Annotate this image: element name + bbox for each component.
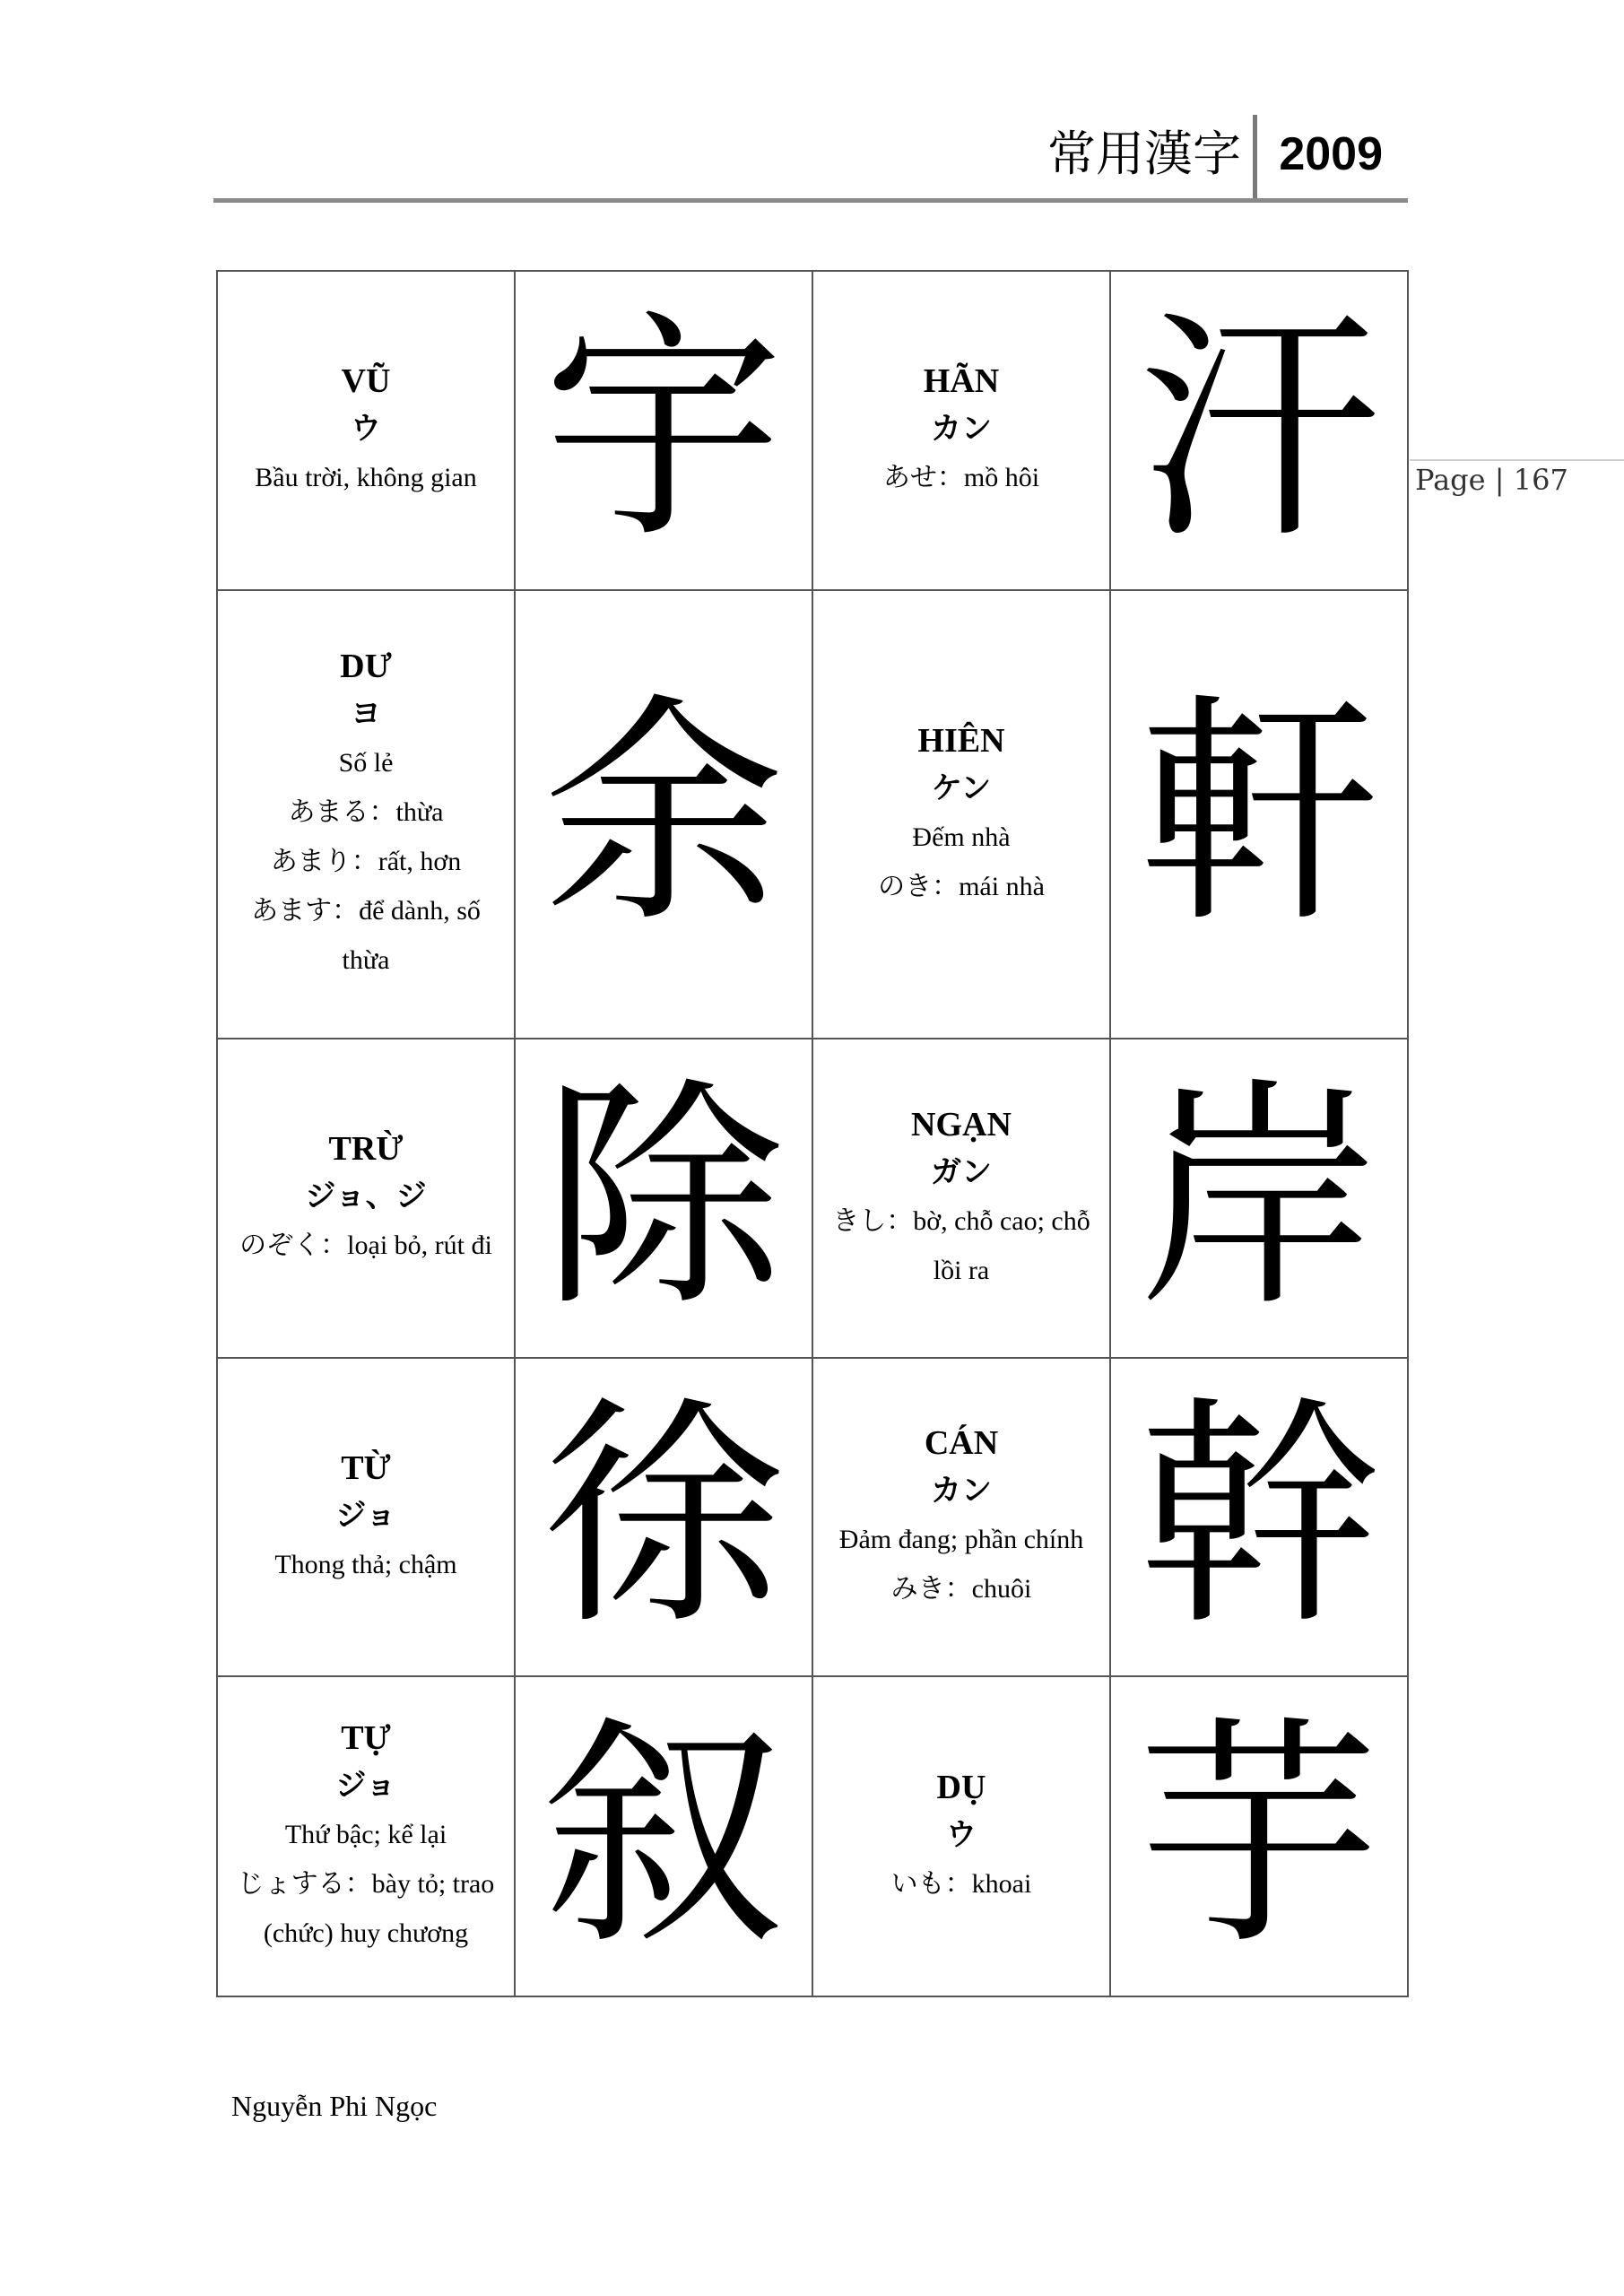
kanji-glyph: 除 xyxy=(515,1039,812,1358)
kanji-info-cell xyxy=(812,1358,1110,1677)
meaning-line: のき：mái nhà xyxy=(878,871,1045,901)
hanviet-reading: TỪ xyxy=(341,1448,391,1487)
hanviet-reading: CÁN xyxy=(924,1424,999,1463)
hanviet-reading: DỤ xyxy=(936,1769,986,1807)
meaning-line: Đếm nhà xyxy=(912,822,1011,852)
meaning-line: thừa xyxy=(342,945,390,976)
table-row xyxy=(217,590,1408,1039)
meaning-line: あます：để dành, số xyxy=(251,896,481,926)
hanviet-reading: HIÊN xyxy=(917,721,1005,760)
kanji-glyph: 岸 xyxy=(1110,1039,1408,1358)
onyomi-reading: ジョ、ジ xyxy=(305,1178,427,1215)
header-rule xyxy=(213,198,1408,203)
hanviet-reading: TỰ xyxy=(341,1719,391,1758)
meaning-line: (chức) huy chương xyxy=(263,1918,469,1949)
hanviet-reading: NGẠN xyxy=(911,1105,1012,1144)
kanji-glyph: 汗 xyxy=(1110,271,1408,590)
page-number-rule xyxy=(1410,459,1624,461)
kanji-table xyxy=(216,270,1409,1997)
onyomi-reading: カン xyxy=(931,1473,992,1509)
meaning-line: あまる：thừa xyxy=(288,797,444,828)
header-divider xyxy=(1253,115,1257,201)
kanji-info-cell xyxy=(812,271,1110,590)
table-row xyxy=(217,1676,1408,1996)
meaning-line: あせ：mồ hôi xyxy=(882,463,1040,493)
hanviet-reading: VŨ xyxy=(341,362,391,401)
kanji-info-cell xyxy=(812,1676,1110,1996)
kanji-info-cell xyxy=(812,1039,1110,1358)
meaning-line: のぞく：loại bỏ, rút đi xyxy=(239,1231,492,1261)
kanji-glyph: 宇 xyxy=(515,271,812,590)
hanviet-reading: HÃN xyxy=(923,362,1000,401)
kanji-info-cell xyxy=(217,1358,515,1677)
onyomi-reading: ジョ xyxy=(335,1768,396,1805)
meaning-line: Đảm đang; phần chính xyxy=(838,1525,1084,1555)
meaning-line: いも：khoai xyxy=(890,1869,1032,1900)
table-row xyxy=(217,1358,1408,1677)
table-row xyxy=(217,271,1408,590)
kanji-info-cell xyxy=(217,271,515,590)
kanji-info-cell xyxy=(217,1039,515,1358)
meaning-line: lồi ra xyxy=(933,1255,990,1285)
page-header xyxy=(213,115,1408,201)
onyomi-reading: ヨ xyxy=(351,696,381,733)
onyomi-reading: カン xyxy=(931,411,992,448)
meaning-line: Thong thả; chậm xyxy=(274,1549,457,1579)
meaning-line: Số lẻ xyxy=(338,748,394,778)
kanji-glyph: 叙 xyxy=(515,1676,812,1996)
meaning-line: じょする：bày tỏ; trao xyxy=(237,1869,495,1900)
table-row xyxy=(217,1039,1408,1358)
kanji-glyph: 芋 xyxy=(1110,1676,1408,1996)
onyomi-reading: ケン xyxy=(931,770,992,806)
onyomi-reading: ガン xyxy=(931,1153,992,1190)
meaning-line: Bầu trời, không gian xyxy=(255,463,477,493)
header-year: 2009 xyxy=(1279,128,1383,180)
kanji-info-cell xyxy=(812,590,1110,1039)
hanviet-reading: DƯ xyxy=(340,648,392,686)
author-footer: Nguyễn Phi Ngọc xyxy=(231,2090,438,2122)
meaning-line: あまり：rất, hơn xyxy=(270,847,462,877)
onyomi-reading: ウ xyxy=(946,1817,977,1854)
kanji-glyph: 軒 xyxy=(1110,590,1408,1039)
kanji-glyph: 幹 xyxy=(1110,1358,1408,1677)
meaning-line: Thứ bậc; kể lại xyxy=(284,1820,447,1850)
kanji-info-cell xyxy=(217,590,515,1039)
meaning-line: きし：bờ, chỗ cao; chỗ xyxy=(832,1205,1090,1236)
kanji-glyph: 余 xyxy=(515,590,812,1039)
page-number: Page | 167 xyxy=(1415,463,1568,497)
meaning-line: みき：chuôi xyxy=(890,1574,1032,1605)
kanji-glyph: 徐 xyxy=(515,1358,812,1677)
header-title: 常用漢字 xyxy=(1047,126,1241,182)
onyomi-reading: ジョ xyxy=(335,1497,396,1534)
onyomi-reading: ウ xyxy=(351,411,381,448)
kanji-info-cell xyxy=(217,1676,515,1996)
hanviet-reading: TRỪ xyxy=(328,1130,404,1169)
